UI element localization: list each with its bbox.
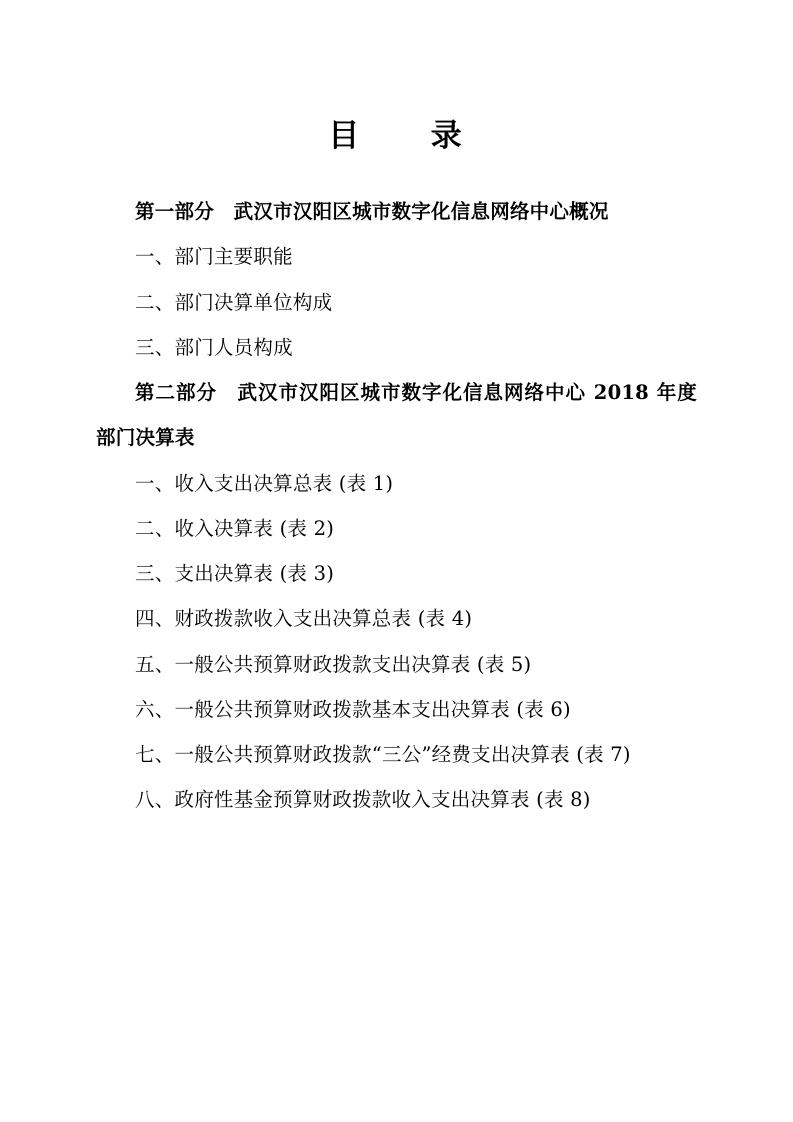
toc-entry-item-2-3[interactable]: 三、支出决算表 (表 3): [135, 562, 335, 586]
toc-entry-item-2-2[interactable]: 二、收入决算表 (表 2): [135, 516, 335, 540]
toc-entry-item-1-2[interactable]: 二、部门决算单位构成: [135, 290, 333, 314]
toc-entry-item-2-1[interactable]: 一、收入支出决算总表 (表 1): [135, 471, 394, 495]
toc-entry-item-2-4[interactable]: 四、财政拨款收入支出决算总表 (表 4): [135, 607, 473, 631]
toc-entry-part-2[interactable]: 第二部分 武汉市汉阳区城市数字化信息网络中心 2018 年度部门决算表: [96, 381, 697, 450]
table-of-contents: [96, 189, 697, 822]
toc-entry-item-1-3[interactable]: 三、部门人员构成: [135, 335, 293, 359]
toc-entry-item-1-1[interactable]: 一、部门主要职能: [135, 245, 293, 269]
page-title: 目 录: [328, 118, 465, 154]
toc-entry-item-2-6[interactable]: 六、一般公共预算财政拨款基本支出决算表 (表 6): [135, 697, 571, 721]
toc-entry-item-2-8[interactable]: 八、政府性基金预算财政拨款收入支出决算表 (表 8): [135, 788, 591, 812]
toc-entry-item-2-7[interactable]: 七、一般公共预算财政拨款“三公”经费支出决算表 (表 7): [135, 743, 631, 766]
toc-entry-item-2-5[interactable]: 五、一般公共预算财政拨款支出决算表 (表 5): [135, 652, 532, 676]
toc-entry-part-1[interactable]: 第一部分 武汉市汉阳区城市数字化信息网络中心概况: [135, 200, 609, 224]
